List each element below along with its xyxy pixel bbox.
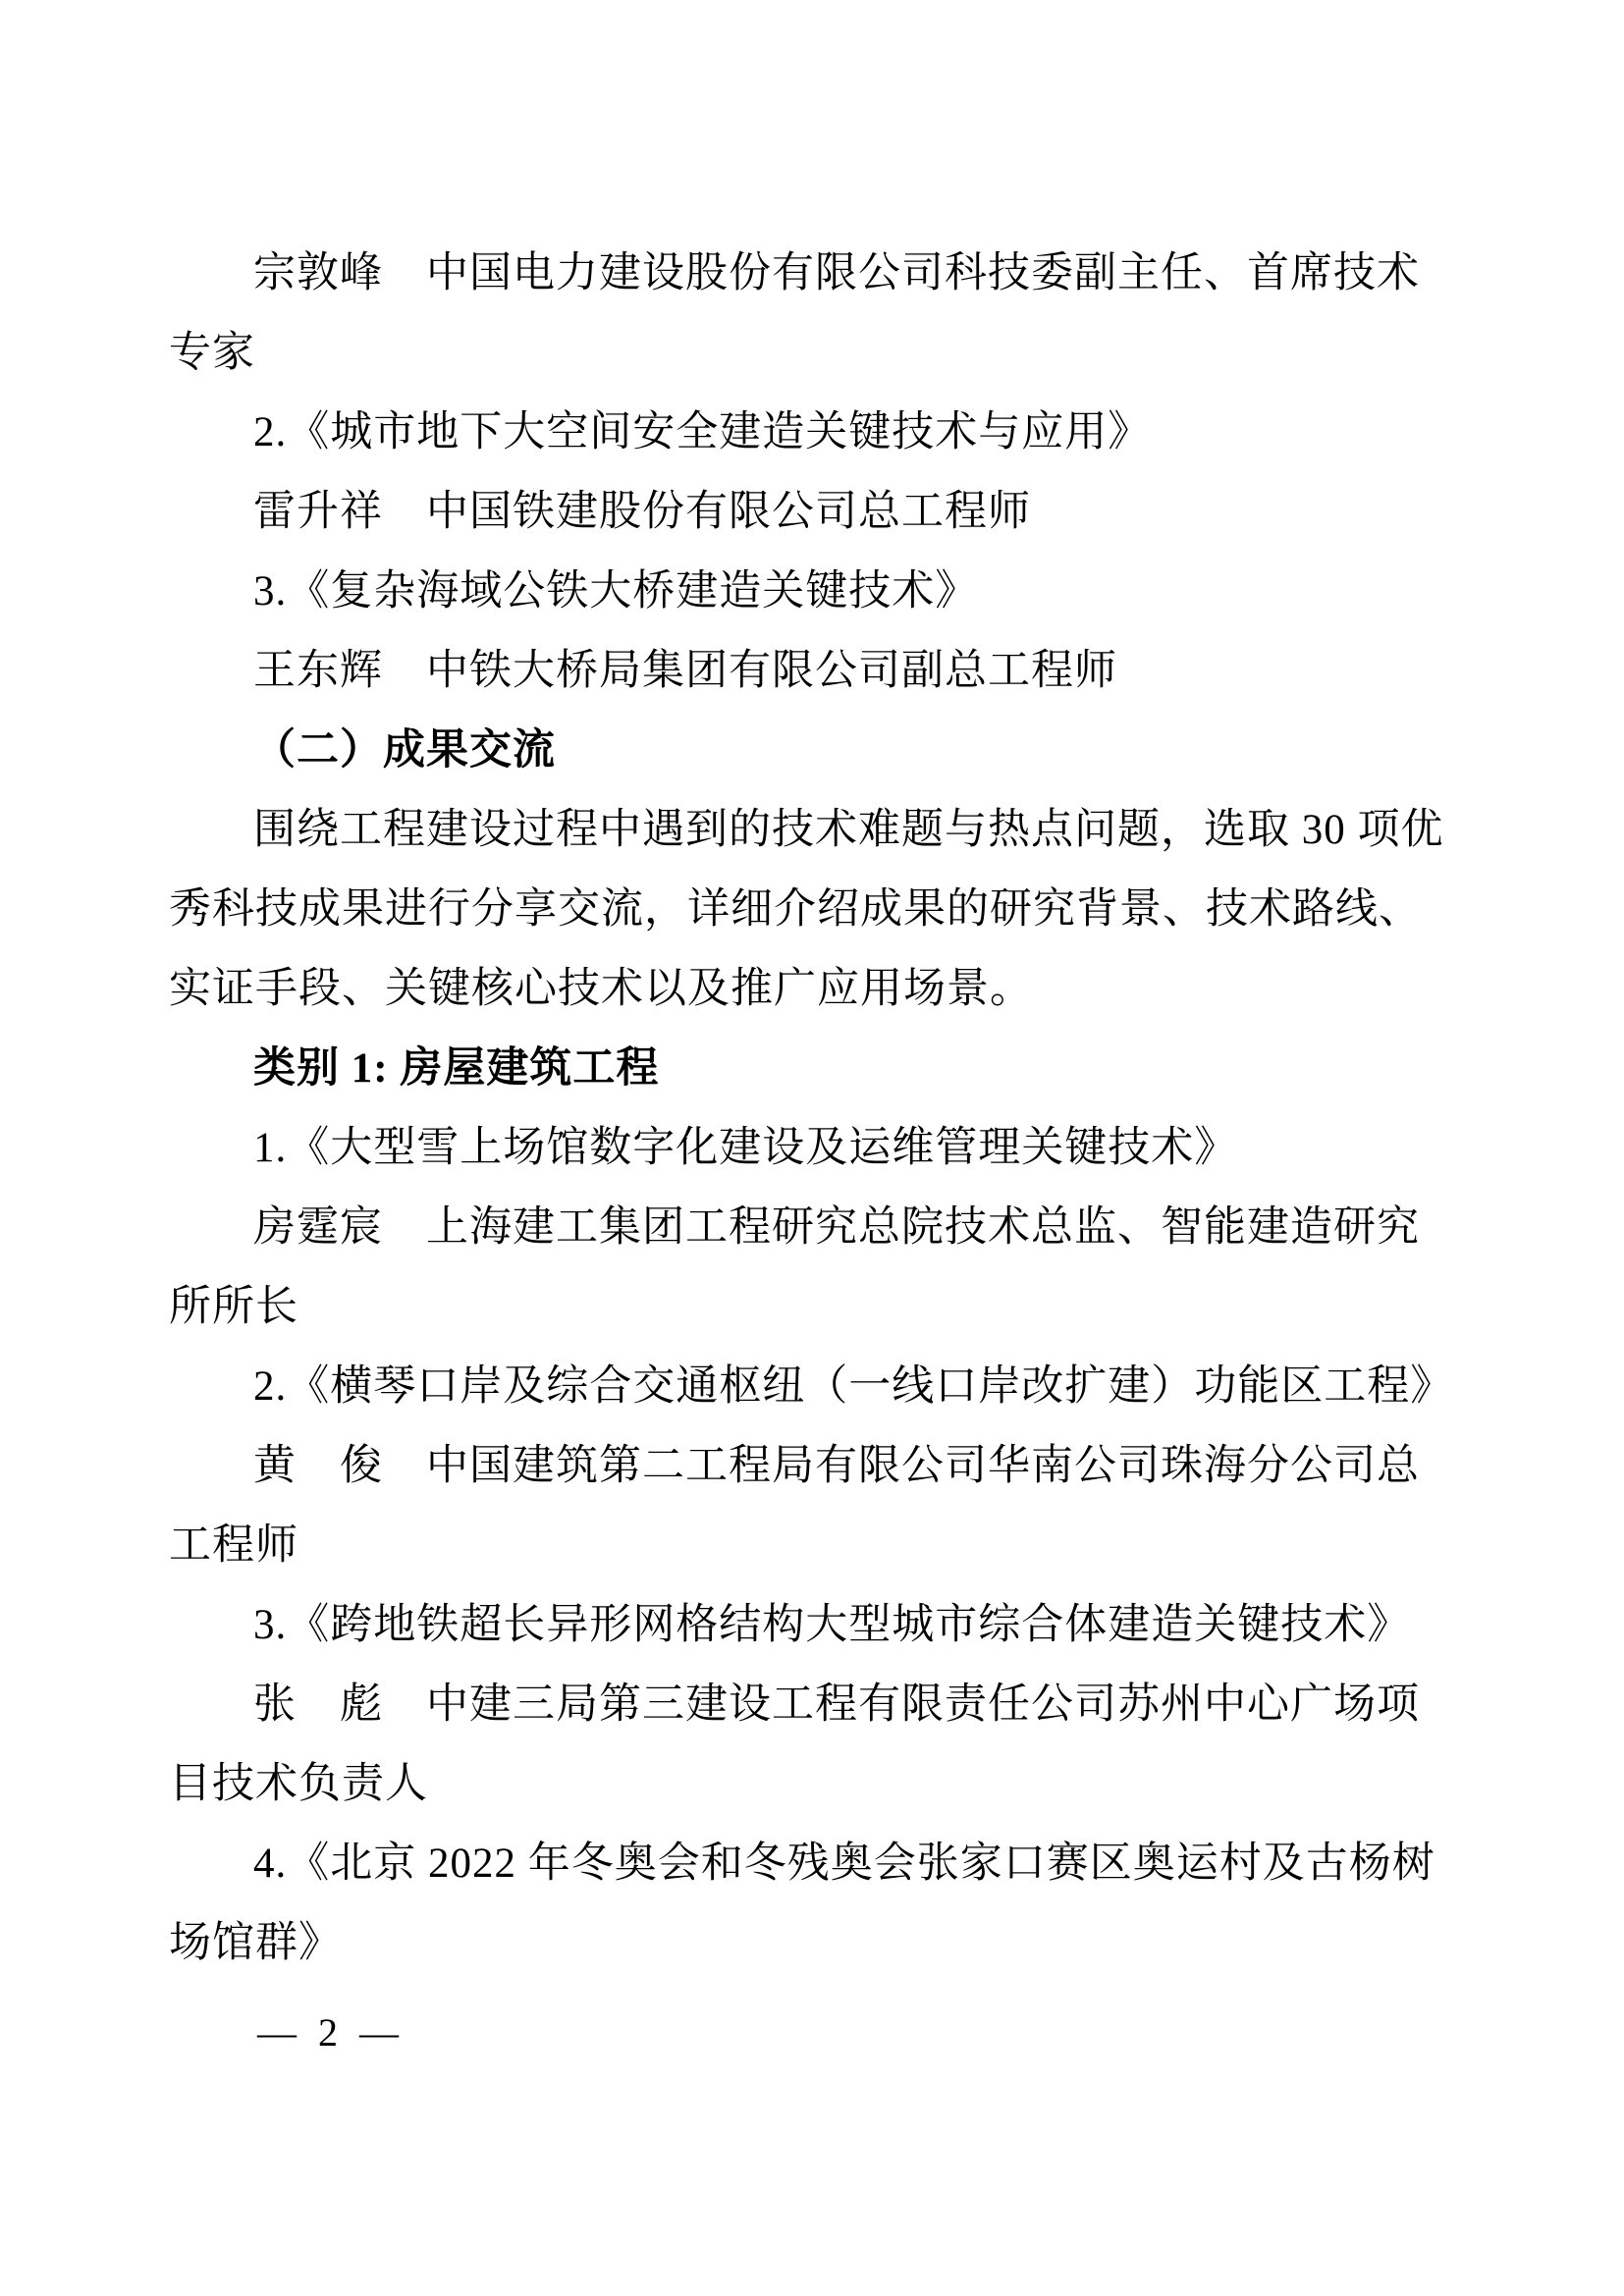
text-line: 1.《大型雪上场馆数字化建设及运维管理关键技术》 [253, 1125, 1238, 1171]
text-line: 类别 1: 房屋建筑工程 [253, 1045, 660, 1092]
text-line: 房霆宸 上海建工集团工程研究总院技术总监、智能建造研究 [253, 1204, 1420, 1251]
text-line: 场馆群》 [169, 1920, 342, 1966]
text-line: 雷升祥 中国铁建股份有限公司总工程师 [253, 489, 1031, 535]
page-number: — 2 — [257, 2010, 405, 2055]
text-line: 专家 [169, 330, 255, 376]
text-line: 4.《北京 2022 年冬奥会和冬残奥会张家口赛区奥运村及古杨树 [253, 1841, 1435, 1887]
document-body-text [169, 234, 1454, 1983]
text-line: （二）成果交流 [253, 727, 556, 774]
text-line: 实证手段、关键核心技术以及推广应用场景。 [169, 966, 1033, 1012]
text-line: 黄 俊 中国建筑第二工程局有限公司华南公司珠海分公司总 [253, 1443, 1420, 1489]
text-line: 秀科技成果进行分享交流，详细介绍成果的研究背景、技术路线、 [169, 886, 1422, 933]
text-line: 工程师 [169, 1522, 298, 1569]
text-line: 2.《横琴口岸及综合交通枢纽（一线口岸改扩建）功能区工程》 [253, 1363, 1454, 1410]
text-line: 3.《跨地铁超长异形网格结构大型城市综合体建造关键技术》 [253, 1602, 1411, 1648]
text-line: 张 彪 中建三局第三建设工程有限责任公司苏州中心广场项 [253, 1682, 1420, 1728]
text-line: 3.《复杂海域公铁大桥建造关键技术》 [253, 568, 979, 614]
text-line: 王东辉 中铁大桥局集团有限公司副总工程师 [253, 648, 1117, 694]
text-line: 宗敦峰 中国电力建设股份有限公司科技委副主任、首席技术 [253, 250, 1420, 296]
text-line: 所所长 [169, 1284, 298, 1330]
text-line: 2.《城市地下大空间安全建造关键技术与应用》 [253, 409, 1152, 455]
text-line: 目技术负责人 [169, 1761, 428, 1807]
text-line: 围绕工程建设过程中遇到的技术难题与热点问题，选取 30 项优 [253, 807, 1444, 853]
